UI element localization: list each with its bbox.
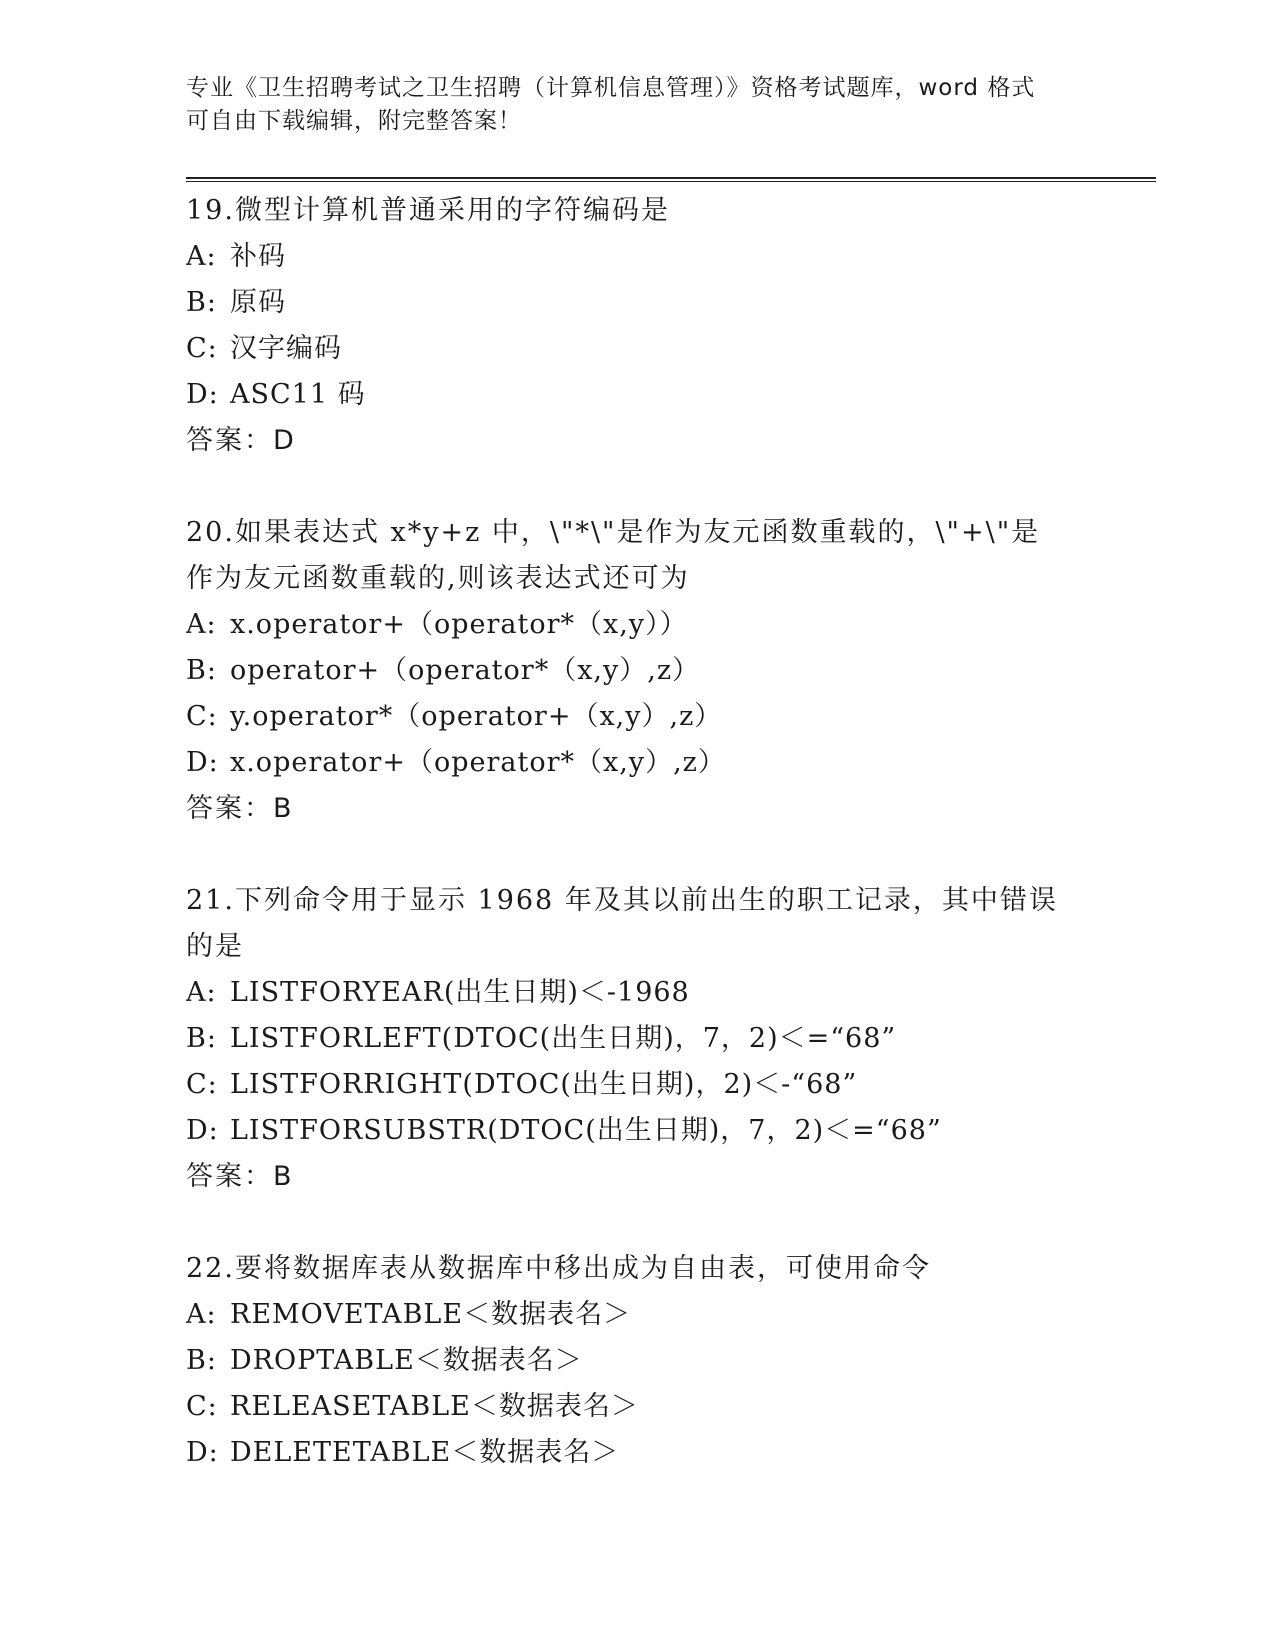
option-letter: C:: [186, 1069, 218, 1100]
option-text: 原码: [230, 287, 286, 318]
option-text: DROPTABLE＜数据表名＞: [230, 1345, 583, 1376]
option-letter: C:: [186, 1391, 218, 1422]
option-letter: D:: [186, 1115, 219, 1146]
option-text: LISTFORLEFT(DTOC(出生日期)，7，2)＜=“68”: [230, 1023, 897, 1054]
question-21: [186, 878, 1066, 1200]
option-letter: B:: [186, 655, 217, 686]
option-a: [186, 970, 1066, 1016]
option-text: ASC11 码: [230, 379, 366, 410]
option-letter: B:: [186, 1345, 217, 1376]
option-d: [186, 740, 1066, 786]
option-text: RELEASETABLE＜数据表名＞: [230, 1391, 639, 1422]
option-c: [186, 326, 1066, 372]
question-stem: 21.下列命令用于显示 1968 年及其以前出生的职工记录，其中错误的是: [186, 885, 1058, 962]
option-letter: A:: [186, 609, 217, 640]
option-letter: D:: [186, 1437, 219, 1468]
option-b: [186, 280, 1066, 326]
option-letter: A:: [186, 1299, 217, 1330]
option-a: [186, 234, 1066, 280]
question-list: [186, 188, 1066, 1522]
option-text: REMOVETABLE＜数据表名＞: [230, 1299, 632, 1330]
option-d: [186, 1108, 1066, 1154]
question-stem: 19.微型计算机普通采用的字符编码是: [186, 195, 670, 226]
document-header: [186, 72, 1066, 138]
answer-label: 答案：D: [186, 425, 296, 456]
header-divider: [186, 177, 1156, 182]
answer-label: 答案：B: [186, 793, 294, 824]
option-b: [186, 1016, 1066, 1062]
option-c: [186, 694, 1066, 740]
option-letter: D:: [186, 379, 219, 410]
question-22: [186, 1246, 1066, 1476]
question-stem: 20.如果表达式 x*y+z 中，\"*\"是作为友元函数重载的，\"+\"是作为友元函数重载的,则该表达式还可为: [186, 517, 1041, 594]
option-letter: D:: [186, 747, 219, 778]
option-letter: B:: [186, 287, 217, 318]
answer-label: 答案：B: [186, 1161, 294, 1192]
question-19: [186, 188, 1066, 464]
option-letter: C:: [186, 333, 218, 364]
option-text: LISTFORYEAR(出生日期)＜-1968: [230, 977, 690, 1008]
option-letter: A:: [186, 977, 217, 1008]
option-letter: C:: [186, 701, 218, 732]
option-b: [186, 648, 1066, 694]
option-text: x.operator+（operator*（x,y）,z）: [230, 747, 726, 778]
option-d: [186, 1430, 1066, 1476]
option-letter: B:: [186, 1023, 217, 1054]
option-b: [186, 1338, 1066, 1384]
option-text: DELETETABLE＜数据表名＞: [230, 1437, 620, 1468]
option-letter: A:: [186, 241, 217, 272]
option-a: [186, 1292, 1066, 1338]
header-line-2: 可自由下载编辑，附完整答案！: [186, 108, 522, 134]
header-line-1: 专业《卫生招聘考试之卫生招聘（计算机信息管理）》资格考试题库，word 格式: [186, 75, 1036, 101]
option-text: LISTFORRIGHT(DTOC(出生日期)，2)＜-“68”: [230, 1069, 858, 1100]
option-text: 汉字编码: [230, 333, 342, 364]
option-text: 补码: [230, 241, 286, 272]
option-a: [186, 602, 1066, 648]
question-stem: 22.要将数据库表从数据库中移出成为自由表，可使用命令: [186, 1253, 931, 1284]
option-d: [186, 372, 1066, 418]
option-c: [186, 1062, 1066, 1108]
option-text: y.operator*（operator+（x,y）,z）: [230, 701, 723, 732]
question-20: [186, 510, 1066, 832]
option-text: operator+（operator*（x,y）,z）: [230, 655, 701, 686]
option-text: LISTFORSUBSTR(DTOC(出生日期)，7，2)＜=“68”: [230, 1115, 942, 1146]
option-text: x.operator+（operator*（x,y））: [230, 609, 688, 640]
option-c: [186, 1384, 1066, 1430]
